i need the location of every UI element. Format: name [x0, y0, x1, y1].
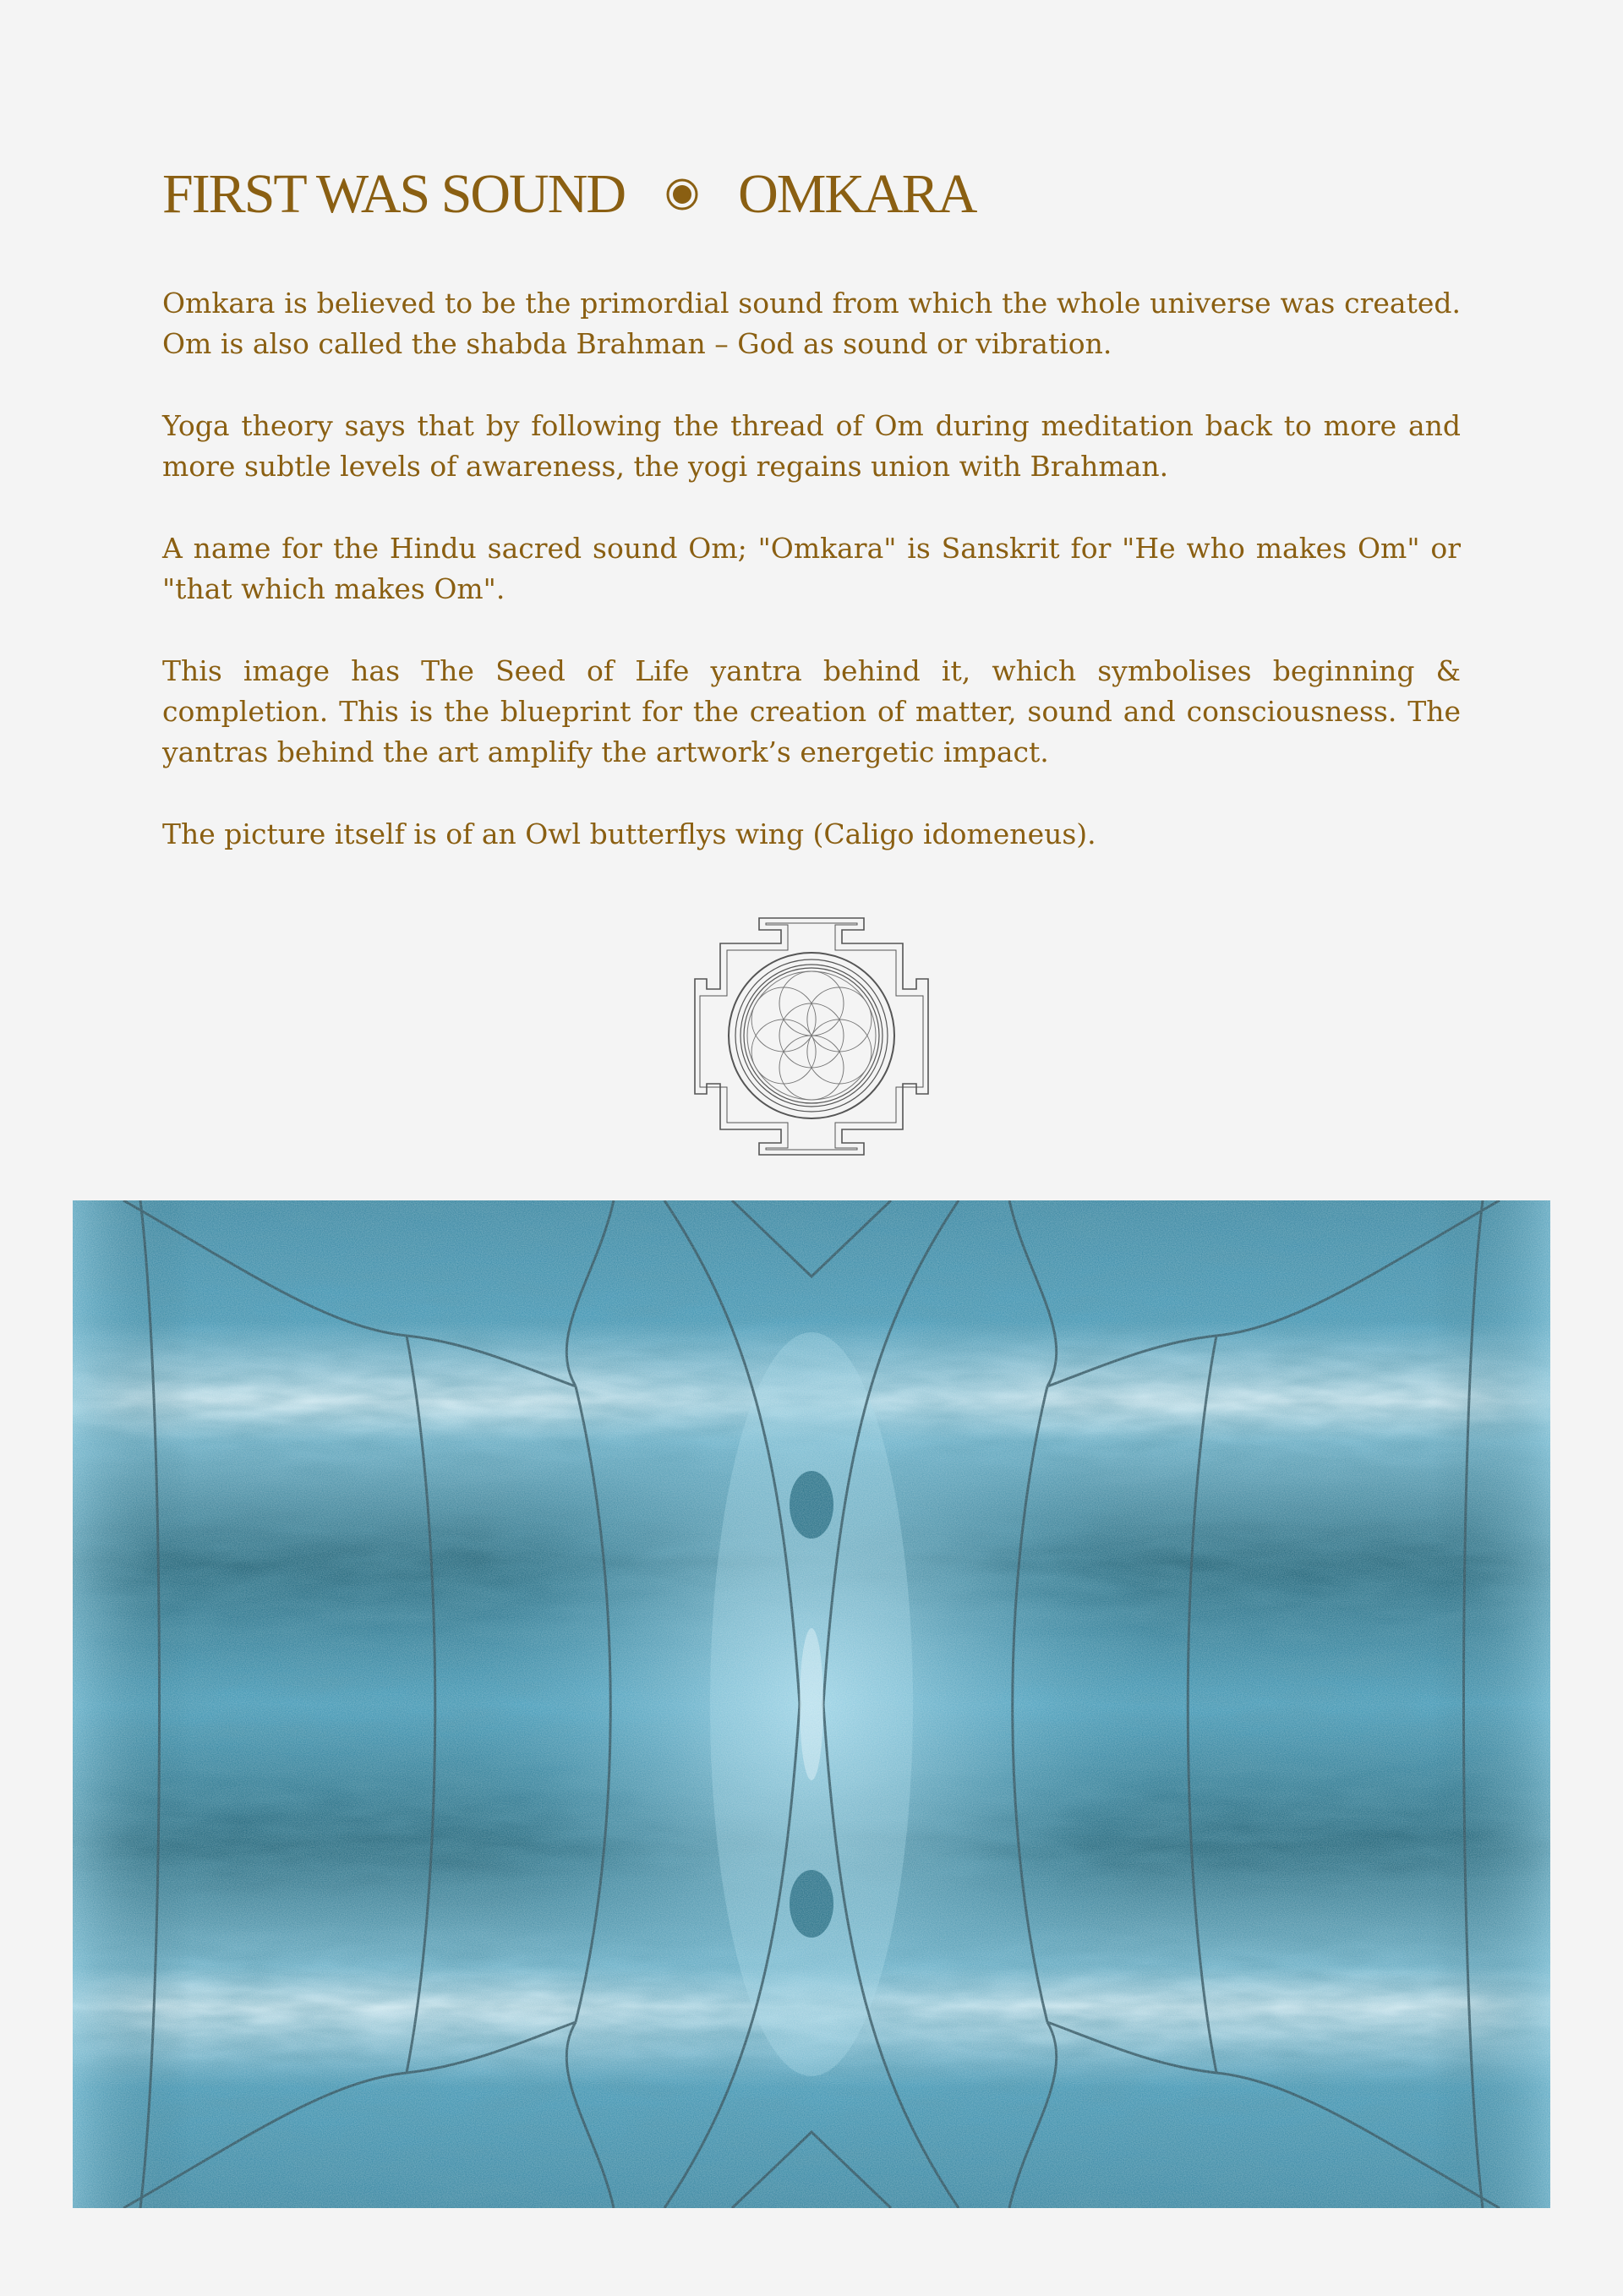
paragraph-owl-butterfly: The picture itself is of an Owl butterflys wing (Caligo idomeneus).	[162, 817, 1096, 850]
paragraph-yoga-theory: Yoga theory says that by following the thread of Om during meditation back to more and more subtle levels of awareness, the yogi regains union with Brahman.	[162, 409, 1461, 483]
title-first-was-sound: FIRST WAS SOUND	[162, 163, 626, 225]
circle-dot-icon	[665, 178, 699, 211]
paragraph-seed-of-life: This image has The Seed of Life yantra behind it, which symbolises beginning & completion. This is the blueprint for the creation of matter, sound and consciousness. The yantras behind the art amplify the artwork’s energetic impact.	[162, 654, 1461, 768]
seed-of-life-yantra-icon	[690, 913, 933, 1158]
page-title	[162, 152, 1461, 237]
paragraph-name-meaning: A name for the Hindu sacred sound Om; "Omkara" is Sanskrit for "He who makes Om" or "that which makes Om".	[162, 532, 1461, 605]
owl-butterfly-wing-artwork	[73, 1200, 1550, 2208]
paragraph-omkara-definition: Omkara is believed to be the primordial sound from which the whole universe was created. Om is also called the shabda Brahman – God as sound or vibration.	[162, 287, 1461, 360]
description-text	[162, 283, 1461, 896]
title-omkara: OMKARA	[738, 163, 976, 225]
